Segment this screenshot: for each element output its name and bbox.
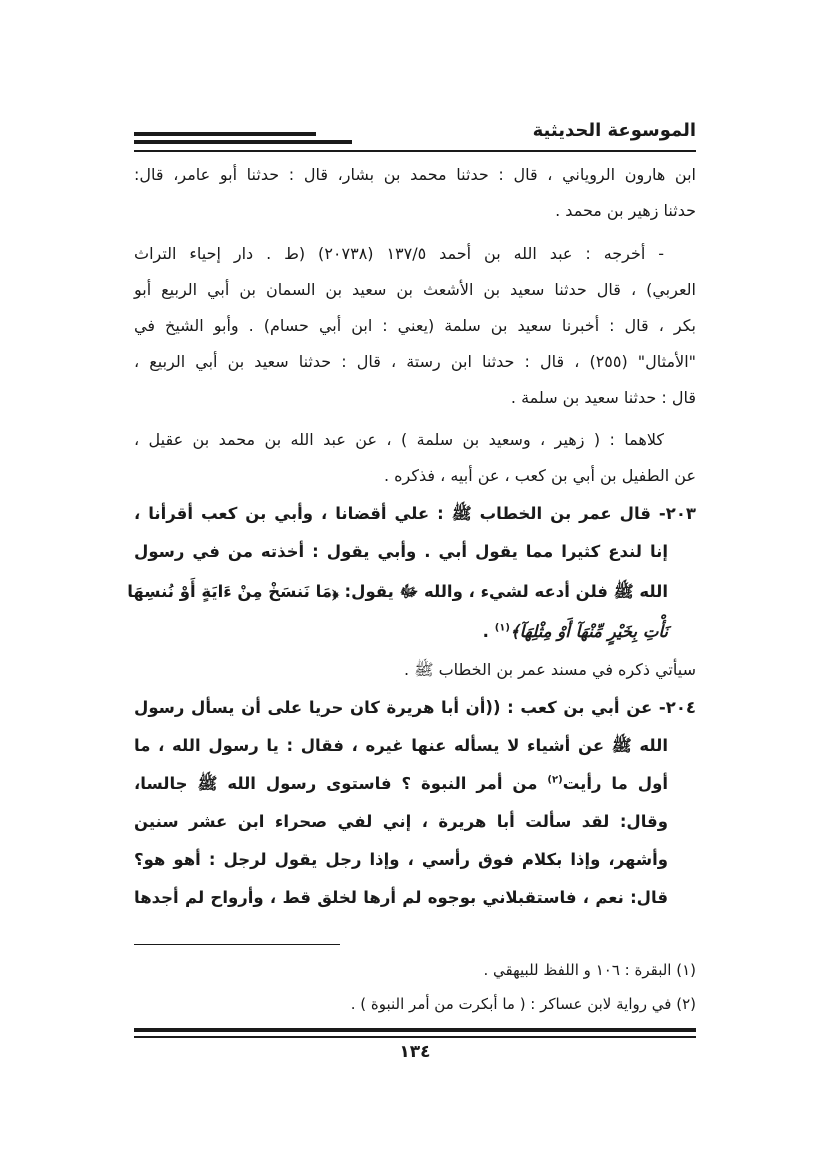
hadith-204-line: وقال: لقد سألت أبا هريرة ، إني لفي صحراء ابن عشر سنين <box>134 812 668 831</box>
header-rule <box>134 140 352 144</box>
footnote-mark: (٢) <box>547 774 563 786</box>
hadith-204-line: ٢٠٤- عن أبي بن كعب : ((أن أبا هريرة كان حريا على أن يسأل رسول <box>134 698 696 717</box>
hadith-203-line: ٢٠٣- قال عمر بن الخطاب ﷺ : علي أقضانا ، وأبي بن كعب أقرأنا ، <box>134 504 696 523</box>
page-number: ١٣٤ <box>399 1042 431 1062</box>
text-line: العربي) ، قال حدثنا سعيد بن الأشعث بن سعيد بن السمان بن أبي الربيع أبو <box>134 280 696 299</box>
text-line: حدثنا زهير بن محمد . <box>555 201 696 220</box>
hadith-204-line: وأشهر، وإذا بكلام فوق رأسي ، وإذا رجل يقول لرجل : أهو هو؟ <box>134 850 668 869</box>
hadith-203-line: نَأْتِ بِخَيْرٍ مِّنْهَآ أَوْ مِثْلِهَآ﴾$^{(١)}$ . <box>482 622 668 641</box>
footnote: (١) البقرة : ١٠٦ و اللفظ للبيهقي . <box>483 961 696 979</box>
footnote: (٢) في رواية لابن عساكر : ( ما أبكرت من أمر النبوة ) . <box>350 995 696 1013</box>
text-line: بكر ، قال : أخبرنا سعيد بن سلمة (يعني : ابن أبي حسام) . وأبو الشيخ في <box>134 316 696 335</box>
text-line: عن الطفيل بن أبي بن كعب ، عن أبيه ، فذكره . <box>383 466 696 485</box>
header-title: الموسوعة الحديثية <box>521 120 696 141</box>
hadith-203-line: إنا لندع كثيرا مما يقول أبي . وأبي يقول : أخذته من في رسول <box>134 542 668 561</box>
text-line: "الأمثال" (٢٥٥) ، قال : حدثنا ابن رستة ، قال : حدثنا سعيد بن أبي الربيع ، <box>134 352 696 371</box>
text-line: ابن هارون الروياني ، قال : حدثنا محمد بن بشار، قال : حدثنا أبو عامر، قال: <box>134 165 696 184</box>
hadith-204-line: أول ما رأيت$^{(٢)}$ من أمر النبوة ؟ فاستوى رسول الله ﷺ جالسا، <box>134 774 668 793</box>
footer-rule <box>134 1028 696 1032</box>
footnote-mark: (١) <box>494 622 510 634</box>
footer-rule <box>134 1036 696 1038</box>
hadith-203-line: الله ﷺ فلن أدعه لشيء ، والله ﷻ يقول: ﴿مَا نَنسَخْ مِنْ ءَايَةٍ أَوْ نُنسِهَا <box>127 582 668 601</box>
hadith-204-line: قال: نعم ، فاستقبلاني بوجوه لم أرها لخلق قط ، وأرواح لم أجدها <box>134 888 668 907</box>
text-line: كلاهما : ( زهير ، وسعيد بن سلمة ) ، عن عبد الله بن محمد بن عقيل ، <box>134 430 664 449</box>
text-line: قال : حدثنا سعيد بن سلمة . <box>510 388 696 407</box>
header-rule <box>134 132 316 136</box>
hadith-204-line: الله ﷺ عن أشياء لا يسأله عنها غيره ، فقال : يا رسول الله ، ما <box>134 736 668 755</box>
header-rule <box>134 150 696 152</box>
text-line: سيأتي ذكره في مسند عمر بن الخطاب ﷺ . <box>404 660 696 679</box>
running-header <box>134 112 696 156</box>
book-page <box>127 112 696 1062</box>
quran-verse: نَأْتِ بِخَيْرٍ مِّنْهَآ أَوْ مِثْلِهَآ﴾ <box>509 622 668 641</box>
footnote-separator <box>134 944 340 945</box>
text-line: - أخرجه : عبد الله بن أحمد ١٣٧/٥ (٢٠٧٣٨) (ط . دار إحياء التراث <box>134 244 665 263</box>
